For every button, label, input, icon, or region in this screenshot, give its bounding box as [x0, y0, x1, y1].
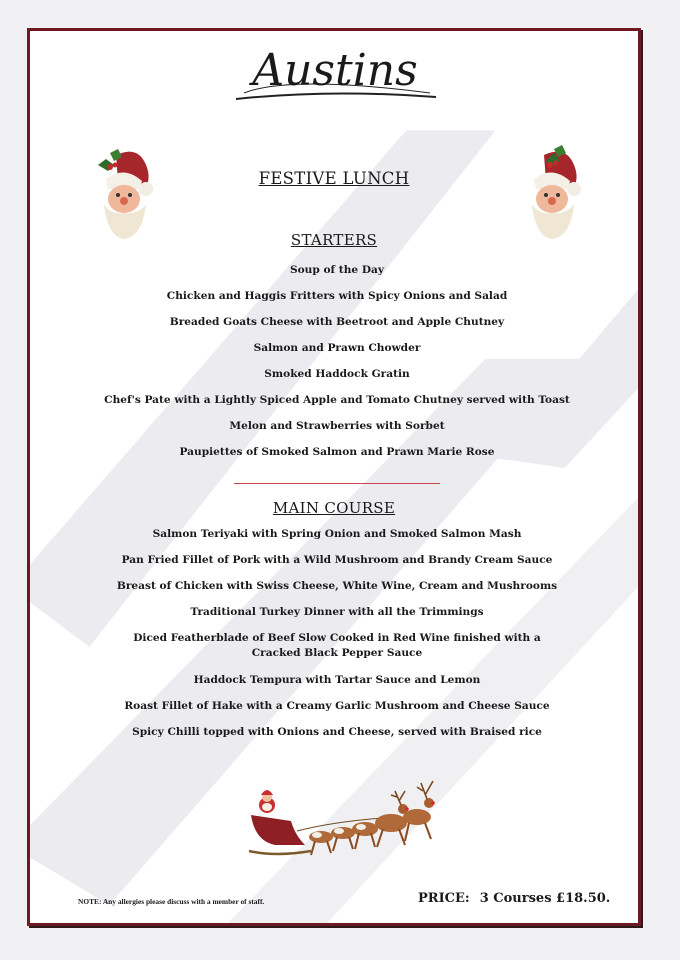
main-course-item: Traditional Turkey Dinner with all the Trimmings	[190, 606, 484, 618]
starter-item: Smoked Haddock Gratin	[264, 368, 410, 380]
section-divider	[234, 483, 440, 484]
price-label: PRICE:	[418, 891, 470, 906]
menu-page	[27, 28, 641, 926]
santa-face-icon	[516, 145, 586, 241]
santa-face-icon	[88, 145, 158, 241]
main-course-item: Breast of Chicken with Swiss Cheese, White Wine, Cream and Mushrooms	[116, 580, 558, 592]
santa-sleigh-reindeer-icon	[245, 771, 441, 871]
main-course-item: Haddock Tempura with Tartar Sauce and Lemon	[193, 674, 481, 686]
main-course-item: Diced Featherblade of Beef Slow Cooked in Red Wine finished with a Cracked Black Pepper Sauce	[133, 632, 541, 659]
main-course-item: Roast Fillet of Hake with a Creamy Garlic Mushroom and Cheese Sauce	[124, 700, 550, 712]
starter-item: Chef's Pate with a Lightly Spiced Apple and Tomato Chutney served with Toast	[104, 394, 570, 406]
price-value: 3 Courses £18.50.	[479, 891, 611, 906]
main-course-item: Spicy Chilli topped with Onions and Cheese, served with Braised rice	[132, 726, 542, 738]
starter-item: Soup of the Day	[289, 264, 385, 276]
menu-title: FESTIVE LUNCH	[258, 169, 410, 188]
main-course-item: Pan Fried Fillet of Pork with a Wild Mushroom and Brandy Cream Sauce	[121, 554, 553, 566]
price-line	[418, 891, 610, 906]
main-course-item: Salmon Teriyaki with Spring Onion and Smoked Salmon Mash	[152, 528, 522, 540]
starter-item: Breaded Goats Cheese with Beetroot and Apple Chutney	[169, 316, 505, 328]
austins-logo	[230, 35, 440, 105]
logo-text: Austins	[252, 45, 418, 96]
main-course-heading: MAIN COURSE	[272, 499, 396, 517]
starter-item: Melon and Strawberries with Sorbet	[229, 420, 445, 432]
starters-heading: STARTERS	[290, 231, 378, 249]
starter-item: Salmon and Prawn Chowder	[253, 342, 421, 354]
allergy-note: NOTE: Any allergies please discuss with a member of staff.	[78, 897, 265, 906]
starter-item: Chicken and Haggis Fritters with Spicy Onions and Salad	[166, 290, 508, 302]
starter-item: Paupiettes of Smoked Salmon and Prawn Marie Rose	[179, 446, 495, 458]
